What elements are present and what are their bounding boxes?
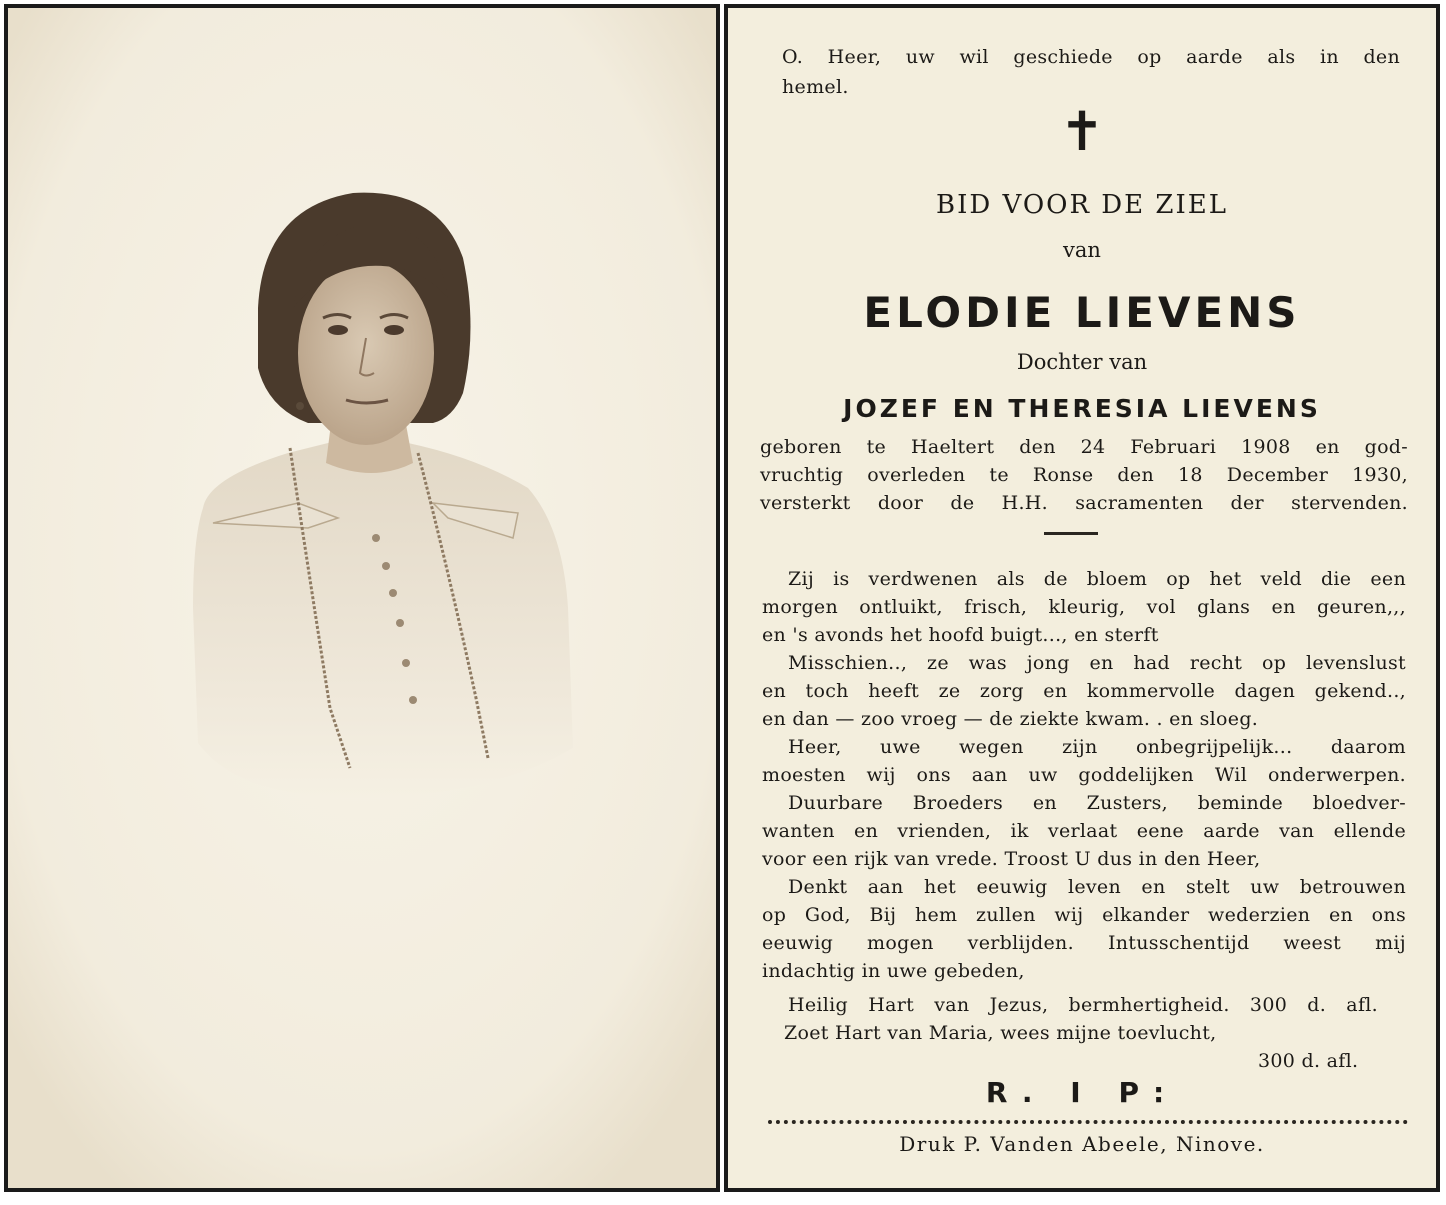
poem-line: wanten en vrienden, ik verlaat eene aarde van ellende [762, 820, 1406, 842]
deceased-name: ELODIE LIEVENS [863, 288, 1301, 337]
poem-line: Duurbare Broeders en Zusters, beminde bloedver- [788, 792, 1406, 814]
dochter-van: Dochter van [1016, 350, 1148, 374]
bio-line: geboren te Haeltert den 24 Februari 1908 en god- [760, 436, 1408, 458]
face [298, 261, 434, 445]
poem-line: Heer, uwe wegen zijn onbegrijpelijk... daarom [788, 736, 1406, 758]
parents-names: JOZEF EN THERESIA LIEVENS [843, 394, 1321, 423]
rip: R. I P: [985, 1076, 1179, 1109]
indulgence-1: Heilig Hart van Jezus, bermhertigheid. 300 d. afl. [788, 994, 1378, 1016]
portrait-card [8, 8, 716, 1188]
bio-line: vruchtig overleden te Ronse den 18 December 1930, [760, 464, 1408, 486]
poem-line: eeuwig mogen verblijden. Intusschentijd weest mij [762, 932, 1406, 954]
dotted-divider [768, 1120, 1408, 1124]
indulgence-2: Zoet Hart van Maria, wees mijne toevlucht, [784, 1022, 1217, 1044]
poem-line: indachtig in uwe gebeden, [762, 960, 1025, 982]
poem-line: en dan — zoo vroeg — de ziekte kwam. . en sloeg. [762, 708, 1259, 730]
poem-line: moesten wij ons aan uw goddelijken Wil onderwerpen. [762, 764, 1406, 786]
divider [1044, 532, 1098, 535]
poem-line: voor een rijk van vrede. Troost U dus in den Heer, [762, 848, 1261, 870]
bid-voor-de-ziel: BID VOOR DE ZIEL [936, 190, 1228, 220]
prayer-line-2: hemel. [782, 76, 849, 98]
poem-line: en toch heeft ze zorg en kommervolle dagen gekend.., [762, 680, 1406, 702]
poem-line: Misschien.., ze was jong en had recht op levenslust [788, 652, 1406, 674]
indulgence-3: 300 d. afl. [1258, 1050, 1359, 1072]
van-text: van [1063, 238, 1101, 262]
poem-line: op God, Bij hem zullen wij elkander wederzien en ons [762, 904, 1406, 926]
poem-line: Zij is verdwenen als de bloem op het veld die een [788, 568, 1406, 590]
poem-line: morgen ontluikt, frisch, kleurig, vol glans en geuren,,, [762, 596, 1406, 618]
poem-line: Denkt aan het eeuwig leven en stelt uw betrouwen [788, 876, 1406, 898]
dress [193, 438, 573, 798]
memorial-text-card [728, 8, 1436, 1188]
bio-line: versterkt door de H.H. sacramenten der stervenden. [760, 492, 1408, 514]
portrait-photo [8, 8, 716, 1188]
cross-icon: ✝ [1059, 100, 1105, 163]
printer-credit: Druk P. Vanden Abeele, Ninove. [899, 1132, 1265, 1156]
poem-line: en 's avonds het hoofd buigt..., en sterft [762, 624, 1159, 646]
prayer-line-1: O. Heer, uw wil geschiede op aarde als in den [782, 46, 1400, 68]
